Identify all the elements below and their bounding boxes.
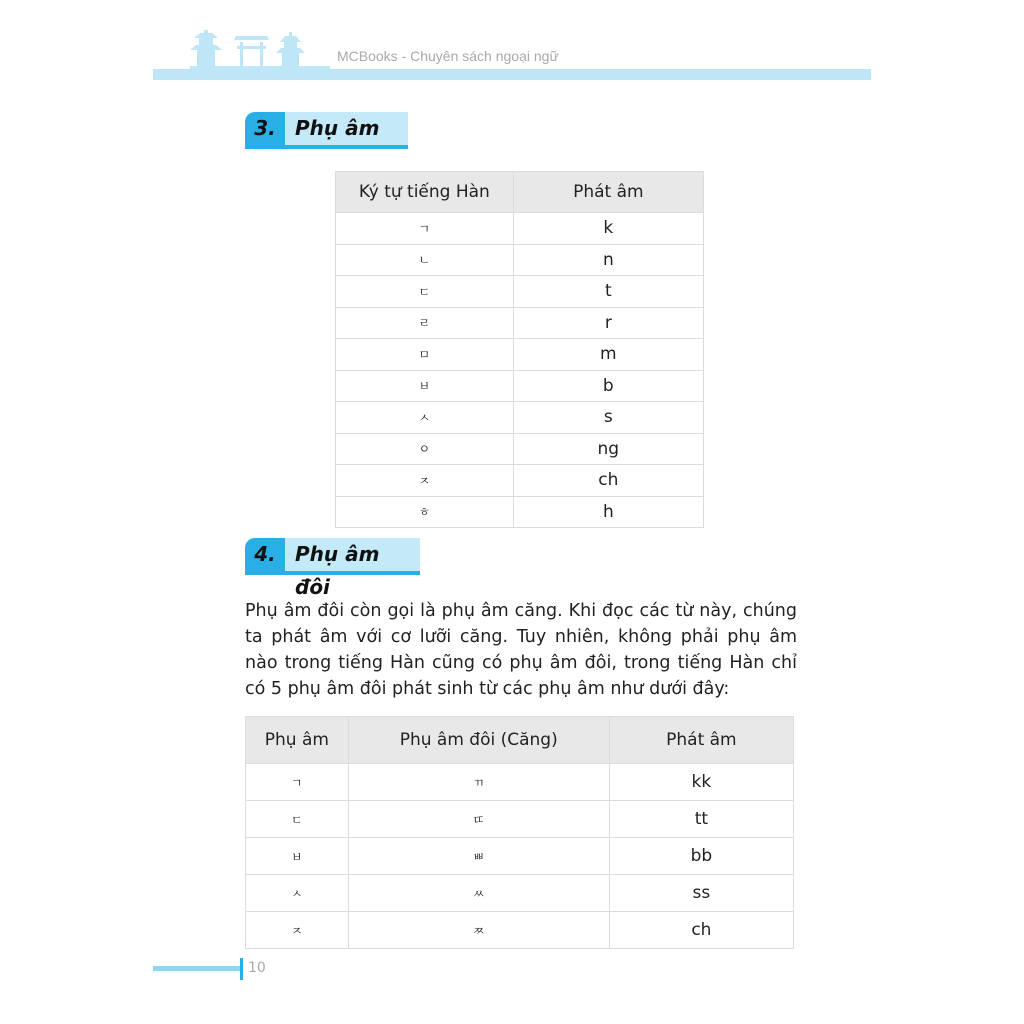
table-row (336, 465, 704, 497)
section-3-number: 3. (245, 112, 285, 145)
table-row (336, 276, 704, 308)
section-4-title: Phụ âm đôi (285, 538, 420, 571)
pronunciation-cell: r (513, 307, 703, 339)
column-header-pronunciation: Phát âm (609, 717, 793, 764)
header-bar (153, 69, 871, 80)
table-row (246, 764, 794, 801)
table-row (246, 875, 794, 912)
table-row (246, 838, 794, 875)
pronunciation-cell: s (513, 402, 703, 434)
pronunciation-cell: b (513, 370, 703, 402)
pronunciation-cell: ch (513, 465, 703, 497)
pronunciation-cell: tt (609, 801, 793, 838)
korean-char-cell: ㄱ (336, 213, 514, 245)
table-row (336, 244, 704, 276)
publisher-header-text: MCBooks - Chuyên sách ngoại ngữ (337, 48, 559, 64)
pronunciation-cell: bb (609, 838, 793, 875)
footer-tick (240, 958, 243, 980)
section-4-number: 4. (245, 538, 285, 571)
section-3-underline (245, 145, 408, 149)
pronunciation-cell: t (513, 276, 703, 308)
table-row (246, 801, 794, 838)
table-row (336, 402, 704, 434)
double-consonant-cell: ㅉ (348, 912, 609, 949)
pronunciation-cell: kk (609, 764, 793, 801)
table-row (246, 912, 794, 949)
consonant-cell: ㅈ (246, 912, 349, 949)
table-row (336, 307, 704, 339)
column-header-korean-char: Ký tự tiếng Hàn (336, 172, 514, 213)
consonant-table (335, 171, 704, 528)
korean-char-cell: ㅈ (336, 465, 514, 497)
consonant-cell: ㄱ (246, 764, 349, 801)
section-4-heading (245, 538, 420, 599)
pronunciation-cell: ch (609, 912, 793, 949)
double-consonant-cell: ㅃ (348, 838, 609, 875)
column-header-consonant: Phụ âm (246, 717, 349, 764)
pronunciation-cell: k (513, 213, 703, 245)
pronunciation-cell: h (513, 496, 703, 528)
pronunciation-cell: ss (609, 875, 793, 912)
table-row (336, 433, 704, 465)
table-row (336, 496, 704, 528)
table-header-row (336, 172, 704, 213)
double-consonant-table (245, 716, 794, 949)
section-4-paragraph: Phụ âm đôi còn gọi là phụ âm căng. Khi đọc các từ này, chúng ta phát âm với cơ lưỡi căng. Tuy nhiên, không phải phụ âm nào trong tiếng Hàn cũng có phụ âm đôi, trong tiếng Hàn chỉ có 5 phụ âm đôi phát sinh từ các phụ âm như dưới đây: (245, 601, 797, 699)
korean-char-cell: ㅂ (336, 370, 514, 402)
footer-bar (153, 966, 241, 971)
korean-char-cell: ㅁ (336, 339, 514, 371)
korean-char-cell: ㅎ (336, 496, 514, 528)
table-row (336, 339, 704, 371)
korean-char-cell: ㄴ (336, 244, 514, 276)
double-consonant-cell: ㄸ (348, 801, 609, 838)
korean-char-cell: ㄷ (336, 276, 514, 308)
pronunciation-cell: m (513, 339, 703, 371)
table-row (336, 370, 704, 402)
table-row (336, 213, 704, 245)
korean-char-cell: ㅅ (336, 402, 514, 434)
double-consonant-cell: ㅆ (348, 875, 609, 912)
double-consonant-cell: ㄲ (348, 764, 609, 801)
column-header-double-consonant: Phụ âm đôi (Căng) (348, 717, 609, 764)
column-header-pronunciation: Phát âm (513, 172, 703, 213)
pagoda-skyline-icon (190, 20, 330, 72)
korean-char-cell: ㅇ (336, 433, 514, 465)
pronunciation-cell: ng (513, 433, 703, 465)
section-3-title: Phụ âm (285, 112, 408, 145)
section-3-heading (245, 112, 408, 150)
pronunciation-cell: n (513, 244, 703, 276)
consonant-cell: ㄷ (246, 801, 349, 838)
korean-char-cell: ㄹ (336, 307, 514, 339)
consonant-cell: ㅂ (246, 838, 349, 875)
table-header-row (246, 717, 794, 764)
consonant-cell: ㅅ (246, 875, 349, 912)
page-number: 10 (248, 960, 266, 976)
section-4-underline (245, 571, 420, 575)
